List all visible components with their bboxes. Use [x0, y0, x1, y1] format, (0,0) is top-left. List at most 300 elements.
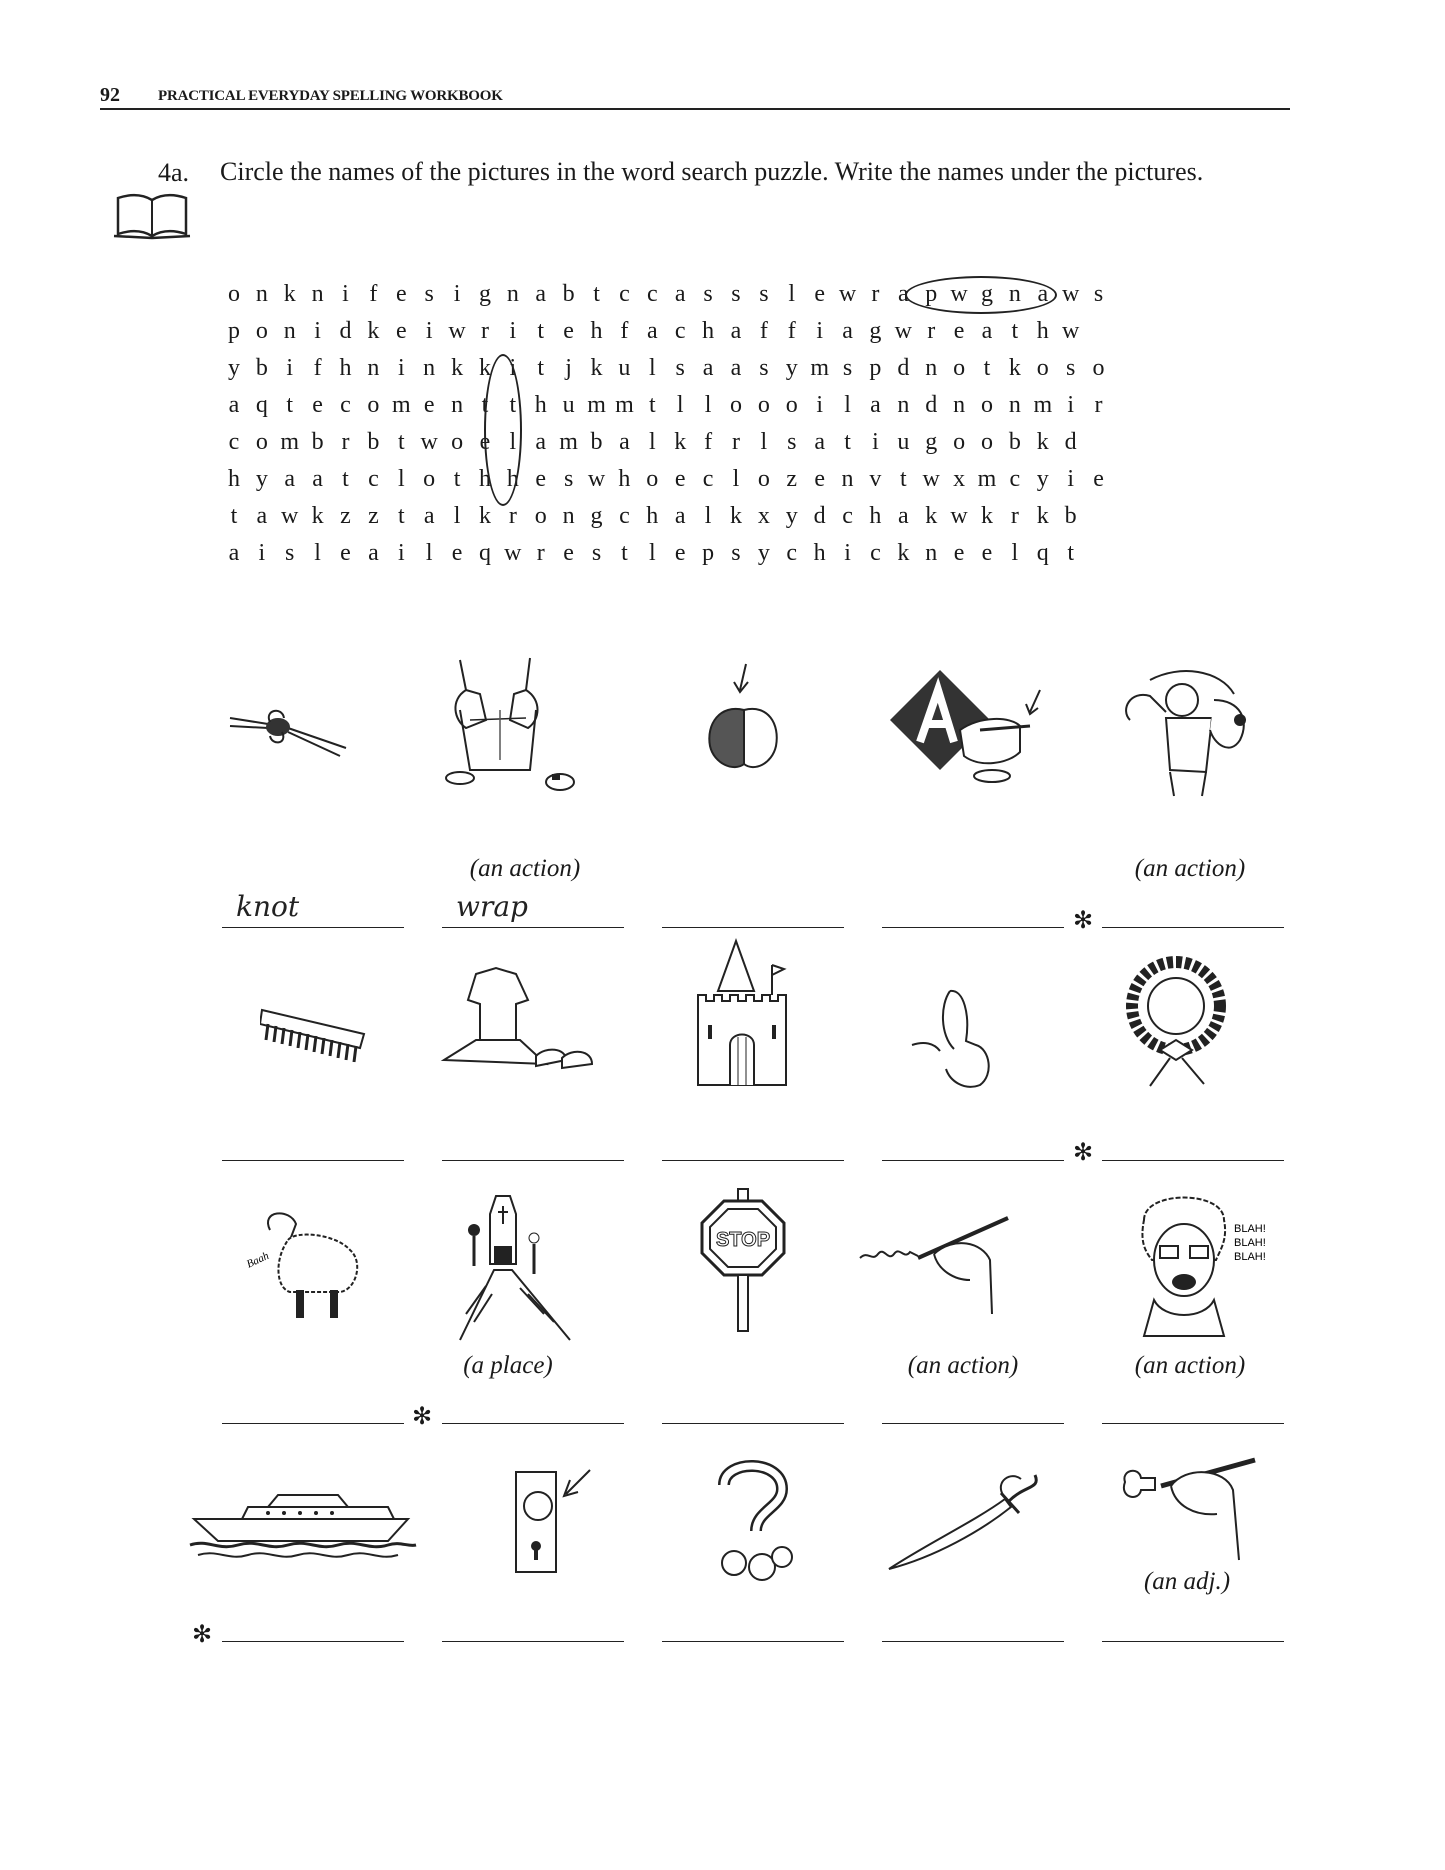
puzzle-letter[interactable]: p — [925, 281, 938, 307]
puzzle-letter[interactable]: i — [342, 281, 349, 307]
puzzle-letter[interactable]: a — [284, 466, 296, 492]
puzzle-letter[interactable]: n — [255, 281, 268, 307]
puzzle-letter[interactable]: k — [1036, 429, 1049, 455]
puzzle-letter[interactable]: t — [397, 429, 405, 455]
puzzle-letter[interactable]: c — [228, 429, 240, 455]
puzzle-letter[interactable]: i — [286, 355, 294, 381]
puzzle-letter[interactable]: y — [785, 355, 798, 381]
blah-text-3: BLAH! — [1234, 1251, 1266, 1263]
puzzle-letter[interactable]: i — [425, 318, 433, 344]
star-row2-col5: ✻ — [1073, 1138, 1094, 1166]
puzzle-letter[interactable]: u — [562, 392, 575, 418]
puzzle-letter[interactable]: g — [478, 281, 491, 307]
puzzle-letter[interactable]: c — [702, 466, 714, 492]
puzzle-letter[interactable]: m — [559, 429, 578, 455]
puzzle-letter[interactable]: b — [562, 281, 575, 307]
puzzle-letter[interactable]: w — [950, 281, 968, 307]
puzzle-letter[interactable]: k — [674, 429, 687, 455]
answer-line-row1-col1[interactable] — [222, 927, 404, 928]
puzzle-letter[interactable]: s — [703, 281, 713, 307]
puzzle-letter[interactable]: v — [869, 466, 882, 492]
puzzle-letter[interactable]: s — [591, 540, 602, 566]
puzzle-letter[interactable]: w — [950, 503, 968, 529]
puzzle-letter[interactable]: r — [341, 429, 350, 455]
puzzle-letter[interactable]: i — [509, 318, 517, 344]
puzzle-letter[interactable]: e — [814, 281, 825, 307]
puzzle-letter[interactable]: a — [981, 318, 993, 344]
puzzle-letter[interactable]: a — [814, 429, 825, 455]
puzzle-letter[interactable]: k — [1036, 503, 1049, 529]
puzzle-letter[interactable]: o — [785, 392, 798, 418]
puzzle-letter[interactable]: m — [810, 355, 829, 381]
puzzle-letter[interactable]: w — [922, 466, 940, 492]
puzzle-letter[interactable]: n — [925, 355, 938, 381]
puzzle-letter[interactable]: k — [925, 503, 938, 529]
puzzle-letter[interactable]: o — [534, 503, 547, 529]
puzzle-letter[interactable]: a — [674, 503, 686, 529]
puzzle-letter[interactable]: c — [619, 281, 630, 307]
puzzle-letter[interactable]: e — [535, 466, 547, 492]
puzzle-letter[interactable]: t — [983, 355, 991, 381]
puzzle-letter[interactable]: b — [590, 429, 603, 455]
puzzle-letter[interactable]: t — [899, 466, 907, 492]
puzzle-letter[interactable]: a — [535, 429, 547, 455]
puzzle-letter[interactable]: s — [731, 281, 741, 307]
puzzle-letter[interactable]: k — [451, 355, 464, 381]
puzzle-letter[interactable]: o — [646, 466, 659, 492]
puzzle-letter[interactable]: g — [925, 429, 938, 455]
puzzle-letter[interactable]: a — [535, 281, 547, 307]
puzzle-letter[interactable]: a — [674, 281, 686, 307]
puzzle-letter[interactable]: i — [314, 318, 321, 344]
puzzle-letter[interactable]: o — [953, 429, 966, 455]
puzzle-letter[interactable]: i — [872, 429, 879, 455]
blah-text-1: BLAH! — [1234, 1223, 1266, 1235]
puzzle-letter[interactable]: q — [1036, 540, 1049, 566]
puzzle-letter[interactable]: o — [980, 429, 993, 455]
puzzle-letter[interactable]: m — [977, 466, 997, 492]
puzzle-letter[interactable]: h — [618, 466, 631, 492]
puzzle-letter[interactable]: i — [816, 392, 823, 418]
puzzle-letter[interactable]: l — [648, 355, 656, 381]
puzzle-letter[interactable]: c — [842, 503, 853, 529]
puzzle-letter[interactable]: s — [424, 281, 434, 307]
puzzle-letter[interactable]: o — [423, 466, 436, 492]
answer-line-row4-col5[interactable] — [1102, 1641, 1284, 1642]
puzzle-letter[interactable]: a — [842, 318, 853, 344]
blah-text-2: BLAH! — [1234, 1237, 1266, 1249]
puzzle-letter[interactable]: t — [593, 281, 600, 307]
puzzle-letter[interactable]: n — [953, 392, 966, 418]
puzzle-letter[interactable]: a — [897, 503, 909, 529]
puzzle-letter[interactable]: a — [646, 318, 658, 344]
puzzle-letter[interactable]: k — [897, 540, 910, 566]
page-header — [100, 86, 1290, 110]
answer-line-row3-col3[interactable] — [662, 1423, 844, 1424]
puzzle-letter[interactable]: l — [509, 429, 517, 455]
puzzle-letter[interactable]: a — [702, 355, 714, 381]
puzzle-letter[interactable]: w — [1061, 281, 1080, 307]
puzzle-letter[interactable]: o — [757, 466, 770, 492]
puzzle-letter[interactable]: e — [674, 540, 686, 566]
puzzle-letter[interactable]: n — [562, 503, 575, 529]
puzzle-letter[interactable]: p — [869, 355, 882, 381]
puzzle-letter[interactable]: f — [704, 429, 713, 455]
puzzle-letter[interactable]: i — [1067, 392, 1074, 418]
puzzle-letter[interactable]: b — [311, 429, 324, 455]
puzzle-letter[interactable]: c — [368, 466, 379, 492]
puzzle-letter[interactable]: o — [227, 281, 240, 307]
puzzle-letter[interactable]: h — [506, 466, 519, 492]
answer-line-row1-col4[interactable] — [882, 927, 1064, 928]
puzzle-letter[interactable]: a — [870, 392, 881, 418]
puzzle-letter[interactable]: l — [648, 540, 656, 566]
puzzle-letter[interactable]: t — [1011, 318, 1019, 344]
puzzle-letter[interactable]: t — [648, 392, 656, 418]
puzzle-letter[interactable]: k — [980, 503, 993, 529]
thumb-icon — [910, 985, 1010, 1095]
puzzle-letter[interactable]: f — [313, 355, 322, 381]
puzzle-letter[interactable]: i — [509, 355, 517, 381]
answer-line-row1-col3[interactable] — [662, 927, 844, 928]
puzzle-letter[interactable]: n — [506, 281, 519, 307]
puzzle-letter[interactable]: l — [704, 392, 712, 418]
puzzle-letter[interactable]: i — [397, 540, 405, 566]
puzzle-letter[interactable]: h — [227, 466, 240, 492]
puzzle-letter[interactable]: n — [311, 281, 324, 307]
puzzle-letter[interactable]: w — [894, 318, 912, 344]
puzzle-letter[interactable]: r — [927, 318, 936, 344]
puzzle-letter[interactable]: s — [759, 281, 769, 307]
sword-icon — [885, 1465, 1045, 1575]
puzzle-letter[interactable]: r — [1010, 503, 1019, 529]
page-number: 92 — [100, 84, 120, 106]
puzzle-letter[interactable]: o — [367, 392, 380, 418]
word-search-puzzle[interactable] — [220, 276, 1113, 572]
puzzle-letter[interactable]: u — [897, 429, 910, 455]
puzzle-letter[interactable]: e — [953, 318, 965, 344]
puzzle-letter[interactable]: y — [785, 503, 798, 529]
puzzle-letter[interactable]: i — [844, 540, 851, 566]
puzzle-letter[interactable]: z — [368, 503, 379, 529]
puzzle-letter[interactable]: s — [285, 540, 295, 566]
puzzle-letter[interactable]: y — [1036, 466, 1049, 492]
puzzle-letter[interactable]: f — [620, 318, 629, 344]
puzzle-letter[interactable]: h — [534, 392, 547, 418]
puzzle-letter[interactable]: a — [423, 503, 435, 529]
puzzle-letter[interactable]: e — [479, 429, 491, 455]
puzzle-letter[interactable]: m — [587, 392, 606, 418]
puzzle-letter[interactable]: n — [841, 466, 854, 492]
puzzle-letter[interactable]: t — [844, 429, 851, 455]
puzzle-letter[interactable]: l — [844, 392, 851, 418]
hint-row1-col2: (an action) — [469, 855, 581, 882]
puzzle-letter[interactable]: d — [925, 392, 938, 418]
puzzle-letter[interactable]: o — [1036, 355, 1049, 381]
puzzle-letter[interactable]: t — [230, 503, 238, 529]
puzzle-letter[interactable]: c — [340, 392, 351, 418]
puzzle-letter[interactable]: a — [1037, 281, 1049, 307]
puzzle-letter[interactable]: e — [423, 392, 435, 418]
answer-line-row2-col4[interactable] — [882, 1160, 1064, 1161]
puzzle-letter[interactable]: s — [731, 540, 741, 566]
puzzle-letter[interactable]: b — [255, 355, 268, 381]
puzzle-letter[interactable]: a — [256, 503, 268, 529]
puzzle-letter[interactable]: h — [813, 540, 826, 566]
puzzle-letter[interactable]: s — [1093, 281, 1104, 307]
puzzle-letter[interactable]: s — [842, 355, 853, 381]
puzzle-letter[interactable]: u — [618, 355, 631, 381]
puzzle-letter[interactable]: o — [255, 429, 268, 455]
puzzle-letter[interactable]: a — [228, 392, 240, 418]
half-apple-icon — [700, 660, 790, 780]
hand-drawing-icon — [1115, 1450, 1275, 1570]
puzzle-letter[interactable]: h — [702, 318, 715, 344]
puzzle-letter[interactable]: t — [286, 392, 294, 418]
puzzle-letter[interactable]: l — [397, 466, 405, 492]
puzzle-letter[interactable]: x — [953, 466, 966, 492]
puzzle-letter[interactable]: n — [423, 355, 436, 381]
puzzle-letter[interactable]: f — [759, 318, 768, 344]
puzzle-letter[interactable]: y — [227, 355, 240, 381]
puzzle-letter[interactable]: h — [590, 318, 603, 344]
puzzle-letter[interactable]: t — [1067, 540, 1074, 566]
puzzle-letter[interactable]: i — [453, 281, 461, 307]
puzzle-letter[interactable]: z — [340, 503, 351, 529]
puzzle-letter[interactable]: n — [1008, 392, 1021, 418]
puzzle-letter[interactable]: g — [590, 503, 603, 529]
puzzle-letter[interactable]: a — [228, 540, 240, 566]
puzzle-letter[interactable]: o — [980, 392, 993, 418]
puzzle-letter[interactable]: s — [787, 429, 797, 455]
puzzle-letter[interactable]: e — [395, 281, 407, 307]
puzzle-row — [220, 313, 1113, 350]
puzzle-letter[interactable]: o — [729, 392, 742, 418]
puzzle-letter[interactable]: w — [448, 318, 466, 344]
puzzle-letter[interactable]: f — [369, 281, 378, 307]
puzzle-letter[interactable]: a — [619, 429, 630, 455]
puzzle-letter[interactable]: b — [367, 429, 380, 455]
puzzle-letter[interactable]: s — [1065, 355, 1076, 381]
puzzle-letter[interactable]: k — [1008, 355, 1021, 381]
puzzle-letter[interactable]: e — [395, 318, 407, 344]
puzzle-letter[interactable]: k — [729, 503, 742, 529]
puzzle-letter[interactable]: t — [397, 503, 405, 529]
hint-row3-col4: (an action) — [907, 1352, 1019, 1379]
puzzle-letter[interactable]: r — [871, 281, 880, 307]
talking-woman-icon — [1124, 1190, 1284, 1340]
puzzle-letter[interactable]: a — [730, 318, 742, 344]
puzzle-letter[interactable]: g — [869, 318, 882, 344]
puzzle-letter[interactable]: i — [816, 318, 823, 344]
puzzle-letter[interactable]: h — [478, 466, 491, 492]
knot-icon — [228, 700, 348, 760]
puzzle-letter[interactable]: k — [478, 503, 491, 529]
puzzle-letter[interactable]: l — [732, 466, 740, 492]
puzzle-letter[interactable]: n — [1008, 281, 1021, 307]
puzzle-letter[interactable]: e — [674, 466, 686, 492]
puzzle-letter[interactable]: w — [504, 540, 522, 566]
puzzle-letter[interactable]: k — [590, 355, 603, 381]
puzzle-letter[interactable]: e — [451, 540, 463, 566]
answer-line-row2-col1[interactable] — [222, 1160, 404, 1161]
puzzle-letter[interactable]: t — [342, 466, 349, 492]
puzzle-letter[interactable]: r — [731, 429, 740, 455]
puzzle-letter[interactable]: w — [281, 503, 299, 529]
puzzle-letter[interactable]: n — [451, 392, 464, 418]
puzzle-letter[interactable]: l — [314, 540, 321, 566]
puzzle-letter[interactable]: c — [674, 318, 686, 344]
puzzle-row — [220, 424, 1113, 461]
puzzle-letter[interactable]: m — [1033, 392, 1053, 418]
puzzle-letter[interactable]: p — [227, 318, 240, 344]
stop-sign-icon — [700, 1185, 790, 1335]
puzzle-letter[interactable]: a — [312, 466, 323, 492]
answer-line-row2-col2[interactable] — [442, 1160, 624, 1161]
puzzle-letter[interactable]: i — [258, 540, 266, 566]
puzzle-letter[interactable]: s — [675, 355, 685, 381]
puzzle-letter[interactable]: l — [453, 503, 461, 529]
puzzle-letter[interactable]: l — [788, 281, 796, 307]
puzzle-letter[interactable]: q — [255, 392, 268, 418]
book-title: PRACTICAL EVERYDAY SPELLING WORKBOOK — [158, 88, 503, 104]
puzzle-letter[interactable]: r — [480, 318, 489, 344]
answer-line-row1-col5[interactable] — [1102, 927, 1284, 928]
puzzle-letter[interactable]: o — [1092, 355, 1105, 381]
puzzle-letter[interactable]: w — [1061, 318, 1080, 344]
puzzle-letter[interactable]: p — [702, 540, 715, 566]
puzzle-letter[interactable]: j — [565, 355, 572, 381]
answer-row1-col2[interactable]: wrap — [456, 890, 528, 923]
puzzle-letter[interactable]: a — [368, 540, 379, 566]
puzzle-letter[interactable]: l — [760, 429, 768, 455]
puzzle-letter[interactable]: t — [509, 392, 517, 418]
star-row4-col1: ✻ — [192, 1620, 213, 1648]
puzzle-letter[interactable]: a — [730, 355, 742, 381]
puzzle-letter[interactable]: y — [757, 540, 770, 566]
puzzle-letter[interactable]: t — [537, 318, 545, 344]
puzzle-letter[interactable]: m — [280, 429, 300, 455]
puzzle-letter[interactable]: n — [367, 355, 380, 381]
open-book-icon — [112, 190, 192, 240]
puzzle-letter[interactable]: h — [339, 355, 352, 381]
puzzle-letter[interactable]: l — [425, 540, 433, 566]
puzzle-letter[interactable]: b — [1008, 429, 1021, 455]
puzzle-letter[interactable]: r — [508, 503, 517, 529]
answer-line-row4-col2[interactable] — [442, 1641, 624, 1642]
puzzle-letter[interactable]: l — [648, 429, 656, 455]
puzzle-letter[interactable]: w — [420, 429, 438, 455]
puzzle-letter[interactable]: l — [1011, 540, 1019, 566]
puzzle-letter[interactable]: d — [339, 318, 352, 344]
answer-line-row3-col4[interactable] — [882, 1423, 1064, 1424]
puzzle-letter[interactable]: i — [1067, 466, 1074, 492]
stop-sign-text: STOP — [715, 1229, 771, 1251]
puzzle-letter[interactable]: c — [646, 281, 658, 307]
puzzle-letter[interactable]: l — [704, 503, 712, 529]
answer-line-row4-col4[interactable] — [882, 1641, 1064, 1642]
puzzle-letter[interactable]: o — [953, 355, 966, 381]
puzzle-letter[interactable]: c — [870, 540, 881, 566]
puzzle-letter[interactable]: h — [646, 503, 659, 529]
wrestling-icon — [1110, 660, 1260, 800]
puzzle-letter[interactable]: e — [563, 318, 574, 344]
puzzle-letter[interactable]: i — [397, 355, 405, 381]
puzzle-letter[interactable]: f — [787, 318, 796, 344]
puzzle-letter[interactable]: d — [1064, 429, 1077, 455]
answer-line-row4-col1[interactable] — [222, 1641, 404, 1642]
answer-line-row2-col3[interactable] — [662, 1160, 844, 1161]
puzzle-letter[interactable]: o — [255, 318, 268, 344]
clothes-icon — [436, 960, 596, 1080]
puzzle-letter[interactable]: t — [481, 392, 489, 418]
puzzle-letter[interactable]: h — [869, 503, 882, 529]
question-mark-icon — [704, 1455, 804, 1585]
puzzle-letter[interactable]: d — [897, 355, 910, 381]
puzzle-letter[interactable]: t — [537, 355, 545, 381]
puzzle-letter[interactable]: r — [536, 540, 545, 566]
puzzle-letter[interactable]: o — [757, 392, 770, 418]
puzzle-letter[interactable]: k — [283, 281, 296, 307]
puzzle-letter[interactable]: t — [621, 540, 628, 566]
puzzle-letter[interactable]: s — [563, 466, 574, 492]
puzzle-letter[interactable]: e — [563, 540, 574, 566]
answer-row1-col1[interactable]: knot — [236, 890, 300, 923]
puzzle-letter[interactable]: r — [1094, 392, 1103, 418]
answer-line-row4-col3[interactable] — [662, 1641, 844, 1642]
puzzle-letter[interactable]: w — [587, 466, 606, 492]
puzzle-letter[interactable]: m — [615, 392, 634, 418]
puzzle-letter[interactable]: t — [453, 466, 461, 492]
puzzle-letter[interactable]: k — [478, 355, 491, 381]
puzzle-letter[interactable]: q — [478, 540, 491, 566]
answer-line-row3-col2[interactable] — [442, 1423, 624, 1424]
puzzle-letter[interactable]: k — [367, 318, 380, 344]
puzzle-letter[interactable]: s — [759, 355, 769, 381]
puzzle-letter[interactable]: k — [311, 503, 324, 529]
puzzle-letter[interactable]: o — [451, 429, 464, 455]
puzzle-letter[interactable]: n — [283, 318, 296, 344]
puzzle-letter[interactable]: n — [897, 392, 910, 418]
puzzle-letter[interactable]: w — [838, 281, 857, 307]
puzzle-letter[interactable]: b — [1064, 503, 1077, 529]
puzzle-letter[interactable]: a — [897, 281, 909, 307]
puzzle-letter[interactable]: x — [757, 503, 770, 529]
puzzle-letter[interactable]: d — [813, 503, 826, 529]
puzzle-letter[interactable]: e — [1093, 466, 1104, 492]
puzzle-letter[interactable]: e — [340, 540, 351, 566]
answer-line-row2-col5[interactable] — [1102, 1160, 1284, 1161]
puzzle-letter[interactable]: l — [676, 392, 684, 418]
circled-word-wrap — [905, 276, 1057, 314]
puzzle-letter[interactable]: c — [1009, 466, 1021, 492]
puzzle-letter[interactable]: n — [925, 540, 938, 566]
puzzle-letter[interactable]: e — [981, 540, 993, 566]
puzzle-letter[interactable]: y — [255, 466, 268, 492]
answer-line-row3-col5[interactable] — [1102, 1423, 1284, 1424]
answer-line-row1-col2[interactable] — [442, 927, 624, 928]
puzzle-letter[interactable]: e — [312, 392, 323, 418]
puzzle-letter[interactable]: c — [786, 540, 798, 566]
puzzle-letter[interactable]: z — [786, 466, 798, 492]
puzzle-letter[interactable]: e — [814, 466, 825, 492]
puzzle-letter[interactable]: h — [1036, 318, 1049, 344]
puzzle-letter[interactable]: m — [391, 392, 411, 418]
answer-line-row3-col1[interactable] — [222, 1423, 404, 1424]
puzzle-letter[interactable]: e — [953, 540, 965, 566]
puzzle-letter[interactable]: g — [980, 281, 993, 307]
puzzle-letter[interactable]: c — [619, 503, 630, 529]
